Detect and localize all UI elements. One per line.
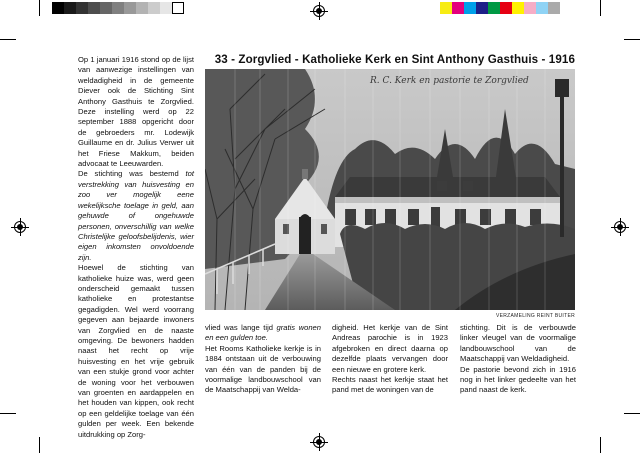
calibration-swatch (500, 2, 512, 14)
crop-mark (39, 437, 40, 453)
text-column-3 (332, 323, 448, 396)
calibration-swatch (136, 2, 148, 14)
calibration-swatch (536, 2, 548, 14)
calibration-swatch (512, 2, 524, 14)
text-column-4 (460, 323, 576, 396)
calibration-swatch (548, 2, 560, 14)
registration-mark-left (14, 221, 26, 233)
crop-mark (624, 413, 640, 414)
calibration-swatch (476, 2, 488, 14)
paragraph: Op 1 januari 1916 stond op de lijst van aanwezige instellingen van weldadigheid in de gemeente Diever ook de Stichting Sint Anthony Gasthuis te Zorgvlied. Deze instelling werd op 22 september 1888 opgericht door de gebroeders mr. Lodewijk Guillaume en dr. Julius Verwer uit het Friese Makkum, beiden advocaat te Leeuwarden. (78, 55, 194, 169)
text-column-2 (205, 323, 321, 396)
text-run: De stichting was bestemd (78, 169, 186, 179)
crop-mark (600, 0, 601, 16)
text-run: vlied was lange tijd (205, 323, 277, 332)
calibration-swatch (524, 2, 536, 14)
crop-mark (0, 39, 16, 40)
calibration-swatch (172, 2, 184, 14)
church-and-pastorie-photo (205, 69, 575, 310)
calibration-swatch (488, 2, 500, 14)
quote: tot verstrekking van huisvesting en zoo ver mogelijk eene wekelijksche toelage in geld, aan gehuwde of ongehuwde personen, onverschillig van welke Christelijke geloofsbelijdenis, wier eigen inkomsten onvoldoende zijn. (78, 169, 194, 262)
historic-photo (205, 69, 575, 310)
photo-credit: VERZAMELING REINT BUITER (495, 313, 575, 319)
calibration-swatch (52, 2, 64, 14)
calibration-swatch (440, 2, 452, 14)
calibration-swatch (124, 2, 136, 14)
paragraph: De pastorie bevond zich in 1916 nog in het linker gedeelte van het pand naast de kerk. (460, 364, 576, 395)
photo-handwritten-caption: R. C. Kerk en pastorie te Zorgvlied (370, 76, 529, 86)
registration-mark-bottom (313, 436, 325, 448)
color-calibration-bar (440, 2, 560, 14)
paragraph: Het Rooms Katholieke kerkje is in 1884 ontstaan uit de verbouwing van één van de panden bij de voormalige landbouwschool van de Maatschappij van Welda- (205, 343, 321, 395)
crop-mark (39, 0, 40, 16)
calibration-swatch (160, 2, 172, 14)
calibration-swatch (464, 2, 476, 14)
registration-mark-top (313, 5, 325, 17)
calibration-swatch (452, 2, 464, 14)
calibration-swatch (100, 2, 112, 14)
crop-mark (600, 437, 601, 453)
grayscale-calibration-bar (52, 2, 184, 14)
paragraph: digheid. Het kerkje van de Sint Andreas parochie is in 1923 afgebroken en direct daarna op dezelfde plaats vervangen door een nieuwe en grotere kerk. (332, 323, 448, 374)
paragraph: Hoewel de stichting van katholieke huize was, werd geen onderscheid gemaakt tussen katholieke en protestantse gegadigden. Wel werd voorrang gegeven aan bejaarde inwoners van Zorgvlied en de naaste omgeving. De bewoners hadden naast het recht op vrije huisvesting en het vrije gebruik van een stukje grond voor achter de woning voor het verbouwen van groenten en aardappelen en het houden van kippen, ook recht op een geldelijke toelage van één gulden per week. Een bekende uitdrukking op Zorg- (78, 263, 194, 439)
calibration-swatch (88, 2, 100, 14)
calibration-swatch (76, 2, 88, 14)
registration-mark-right (614, 221, 626, 233)
paragraph: Rechts naast het kerkje staat het pand met de woningen van de (332, 375, 448, 395)
paragraph: stichting. Dit is de verbouwde linker vleugel van de voormalige landbouwschool van de Maatschappij van Weldadigheid. (460, 323, 576, 364)
paragraph (205, 323, 321, 344)
crop-mark (0, 413, 16, 414)
page-title: 33 - Zorgvlied - Katholieke Kerk en Sint Anthony Gasthuis - 1916 (214, 53, 575, 66)
paragraph (78, 169, 194, 263)
quote: gratis wonen en een gulden toe. (205, 323, 321, 343)
text-column-1 (78, 55, 194, 440)
calibration-swatch (112, 2, 124, 14)
crop-mark (624, 39, 640, 40)
calibration-swatch (64, 2, 76, 14)
calibration-swatch (148, 2, 160, 14)
